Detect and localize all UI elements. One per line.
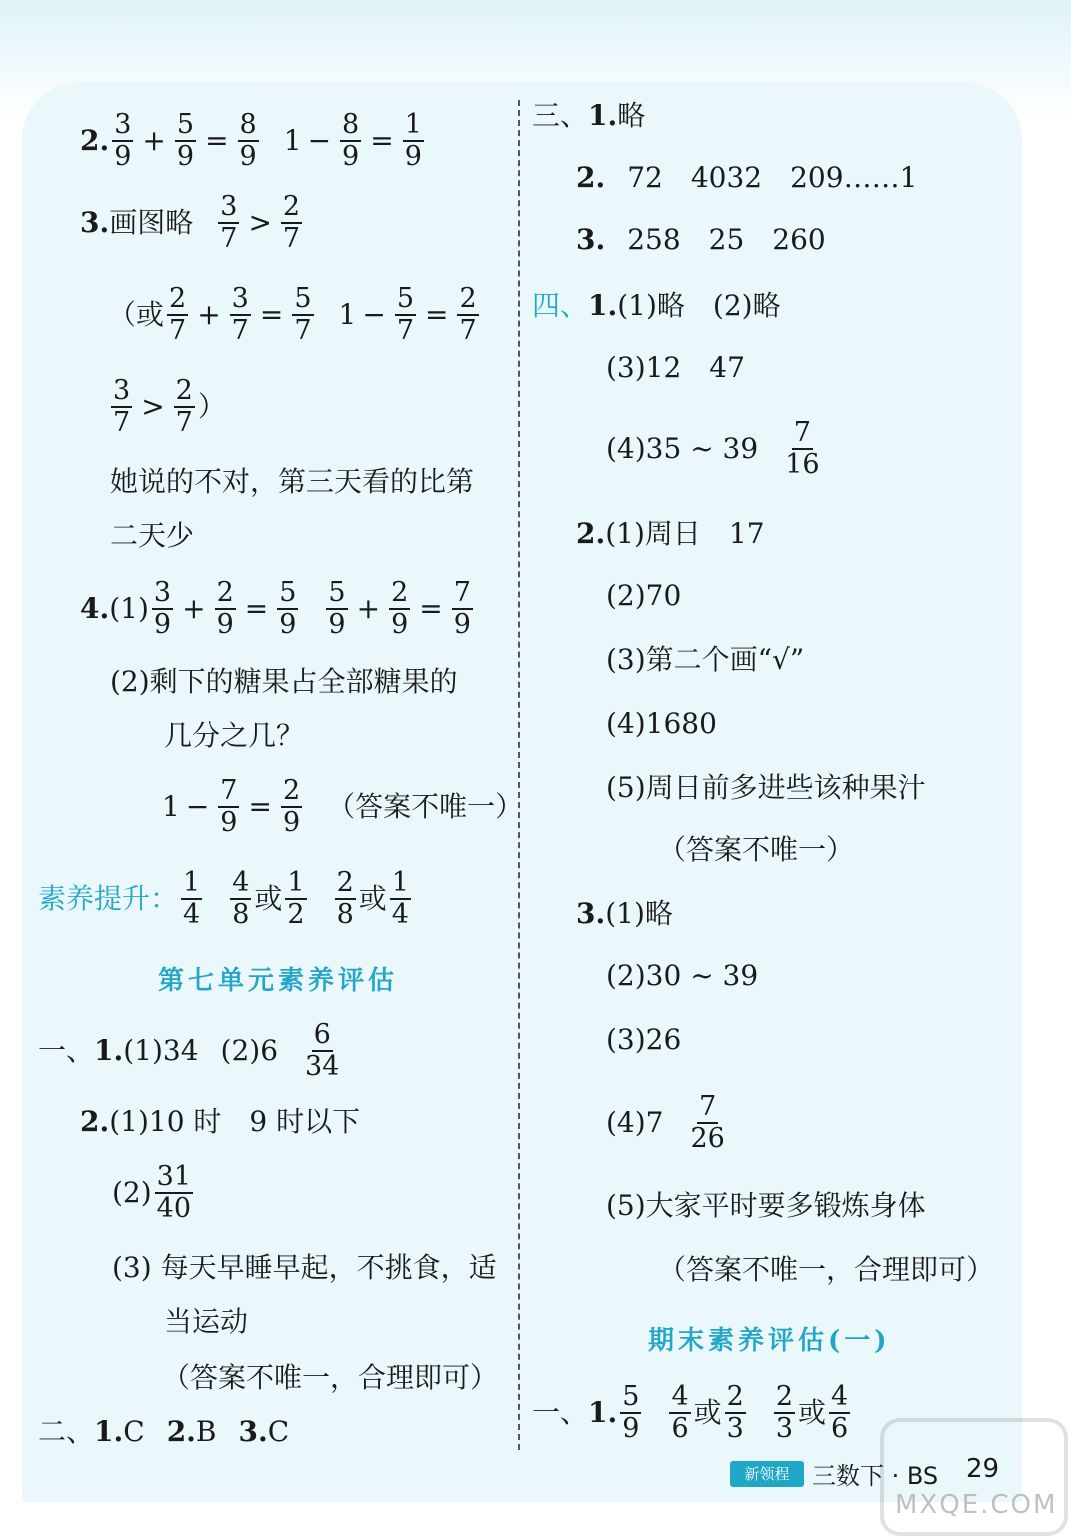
page-number: 29 <box>966 1454 1000 1484</box>
numerator: 6 <box>313 1019 331 1050</box>
fraction <box>175 110 196 172</box>
section-label: 素养提升： <box>38 882 179 915</box>
answer-3 <box>80 192 305 254</box>
answer-text: C <box>123 1415 145 1448</box>
fraction <box>390 868 411 930</box>
answer-text: (1)周日 17 <box>605 517 765 550</box>
answer-2 <box>80 110 427 172</box>
fraction <box>230 284 251 346</box>
numerator: 3 <box>114 109 132 140</box>
unit7-part2 <box>38 1412 289 1452</box>
unit7-1-2b <box>112 1162 196 1224</box>
numerator: 5 <box>176 109 195 140</box>
denominator: 6 <box>831 1413 849 1444</box>
connector: 或 <box>358 882 387 915</box>
fraction <box>829 1382 850 1444</box>
numerator: 5 <box>622 1381 640 1412</box>
denominator: 9 <box>342 141 360 172</box>
numerator: 1 <box>287 867 305 898</box>
numerator: 31 <box>156 1161 192 1192</box>
denominator: 4 <box>183 899 201 930</box>
denominator: 3 <box>726 1413 744 1444</box>
part3-1 <box>532 96 645 136</box>
denominator: 9 <box>220 807 238 838</box>
unit7-1-2 <box>80 1102 360 1142</box>
numerator: 3 <box>153 577 172 608</box>
fraction <box>218 192 239 254</box>
answer-text: (1)略 (2)略 <box>617 289 781 322</box>
fraction <box>238 110 259 172</box>
numerator: 3 <box>220 191 238 222</box>
question-number: 1. <box>94 1415 124 1448</box>
question-number: 2. <box>576 161 606 194</box>
denominator: 40 <box>156 1193 192 1224</box>
numerator: 7 <box>220 775 238 806</box>
fraction <box>457 284 478 346</box>
denominator: 9 <box>239 141 257 172</box>
part4-1 <box>532 286 781 326</box>
fraction <box>155 1162 193 1224</box>
answer-3-text-2: 二天少 <box>110 519 195 552</box>
denominator: 9 <box>282 807 301 838</box>
denominator: 7 <box>231 315 249 346</box>
denominator: 7 <box>282 223 301 254</box>
denominator: 9 <box>279 609 297 640</box>
denominator: 7 <box>396 315 414 346</box>
note: （答案不唯一） <box>327 790 524 823</box>
question-number: 4. <box>80 592 110 625</box>
answer-text: (4)7 <box>606 1106 664 1139</box>
part4-1-4 <box>606 418 825 480</box>
answer-4-2a: (2)剩下的糖果占全部糖果的 <box>110 665 458 698</box>
part4-1-3: (3)12 47 <box>606 351 745 384</box>
number: 1 <box>162 790 180 823</box>
answer-text: C <box>267 1415 290 1448</box>
numerator: 2 <box>282 191 301 222</box>
watermark-text: MXQE.COM <box>895 1490 1058 1520</box>
paren-close: ） <box>197 390 226 423</box>
operator: − <box>307 124 332 157</box>
fraction <box>167 284 188 346</box>
fraction <box>620 1382 641 1444</box>
book-title: 三数下 · BS <box>812 1462 939 1490</box>
answer-4-2b: 几分之几？ <box>164 719 305 752</box>
part4-2-2: (2)70 <box>606 579 682 612</box>
numerator: 1 <box>183 867 201 898</box>
denominator: 8 <box>232 899 250 930</box>
fraction <box>389 578 410 640</box>
numerator: 1 <box>391 867 409 898</box>
answer-4-2c <box>162 776 523 838</box>
numerator: 5 <box>294 283 312 314</box>
answer-text: (1)10 时 9 时以下 <box>109 1105 361 1138</box>
question-number: 2. <box>166 1415 196 1448</box>
part-prefix: 二、 <box>38 1415 95 1448</box>
question-number: 1. <box>94 1034 124 1067</box>
fraction <box>292 284 313 346</box>
fraction <box>281 776 302 838</box>
fraction <box>181 868 202 930</box>
operator: = <box>259 298 284 331</box>
denominator: 3 <box>775 1413 794 1444</box>
connector: 或 <box>798 1396 827 1429</box>
fraction <box>403 110 424 172</box>
answer-3-text-1: 她说的不对，第三天看的比第 <box>110 465 475 498</box>
sub-label: (2) <box>112 1176 152 1209</box>
suyang-tisheng <box>38 868 414 930</box>
numerator: 2 <box>391 577 409 608</box>
question-number: 2. <box>80 1105 110 1138</box>
part4-2 <box>576 514 765 554</box>
fraction <box>152 578 173 640</box>
answer-text: (4)35 ~ 39 <box>606 432 759 465</box>
paren-open: （或 <box>108 298 165 331</box>
part-prefix: 一、 <box>532 1396 589 1429</box>
operator: − <box>185 790 210 823</box>
fraction <box>335 868 356 930</box>
question-number: 2. <box>80 124 110 157</box>
part4-3-3: (3)26 <box>606 1023 682 1056</box>
denominator: 9 <box>153 609 172 640</box>
numerator: 4 <box>232 867 250 898</box>
answer-text: (2)6 <box>220 1034 279 1067</box>
denominator: 7 <box>113 407 131 438</box>
question-number: 2. <box>576 517 606 550</box>
numerator: 2 <box>775 1381 794 1412</box>
answer-text: 258 25 260 <box>627 223 826 256</box>
denominator: 9 <box>328 609 346 640</box>
fraction <box>218 776 239 838</box>
fraction <box>783 418 821 480</box>
denominator: 7 <box>294 315 312 346</box>
fraction <box>688 1092 726 1154</box>
answer-text: 72 4032 209……1 <box>627 161 918 194</box>
fraction <box>774 1382 795 1444</box>
numerator: 7 <box>793 417 811 448</box>
part4-3-5: (5)大家平时要多锻炼身体 <box>606 1189 926 1222</box>
denominator: 7 <box>220 223 238 254</box>
part4-3-2: (2)30 ~ 39 <box>606 959 759 992</box>
section-title-final: 期末素养评估(一) <box>648 1326 891 1356</box>
fraction <box>215 578 236 640</box>
fraction <box>725 1382 746 1444</box>
fraction <box>174 376 195 438</box>
numerator: 2 <box>336 867 354 898</box>
denominator: 9 <box>216 609 234 640</box>
denominator: 16 <box>785 449 820 480</box>
numerator: 2 <box>459 283 477 314</box>
numerator: 5 <box>328 577 346 608</box>
denominator: 7 <box>169 315 187 346</box>
part4-3 <box>576 894 673 934</box>
answer-text: B <box>195 1415 217 1448</box>
fraction <box>112 110 133 172</box>
fraction <box>281 192 302 254</box>
part4-2-4: (4)1680 <box>606 707 717 740</box>
operator: = <box>248 790 272 823</box>
denominator: 7 <box>175 407 193 438</box>
operator: = <box>244 592 269 625</box>
denominator: 4 <box>391 899 409 930</box>
unit7-1-3a: (3) 每天早睡早起，不挑食，适 <box>112 1251 497 1284</box>
question-number: 3. <box>576 223 606 256</box>
answer-text: (1)略 <box>605 897 673 930</box>
answer-4 <box>80 578 476 640</box>
numerator: 2 <box>282 775 301 806</box>
numerator: 2 <box>175 375 193 406</box>
denominator: 34 <box>305 1051 340 1082</box>
denominator: 9 <box>391 609 409 640</box>
unit7-1-1 <box>38 1020 344 1082</box>
operator: = <box>425 298 449 331</box>
operator: + <box>356 592 381 625</box>
question-number: 1. <box>588 99 618 132</box>
fraction <box>111 376 132 438</box>
denominator: 26 <box>690 1123 725 1154</box>
unit7-1-3c: （答案不唯一，合理即可） <box>162 1361 499 1394</box>
answer-text: (1)34 <box>123 1034 199 1067</box>
connector: 或 <box>693 1396 722 1429</box>
answer-3-alt2 <box>108 376 226 438</box>
numerator: 2 <box>216 577 234 608</box>
numerator: 4 <box>831 1381 849 1412</box>
answer-3-alt <box>108 284 482 346</box>
final-1-1 <box>532 1382 853 1444</box>
brand-badge: 新领程 <box>730 1461 804 1487</box>
fraction <box>452 578 473 640</box>
question-number: 3. <box>80 206 110 239</box>
number: 1 <box>338 298 357 331</box>
question-number: 1. <box>588 289 618 322</box>
fraction <box>277 578 298 640</box>
numerator: 3 <box>231 283 249 314</box>
numerator: 2 <box>169 283 187 314</box>
operator: − <box>362 298 386 331</box>
fraction <box>669 1382 690 1444</box>
operator: + <box>142 124 166 157</box>
part4-2-3: (3)第二个画“√” <box>606 643 805 676</box>
denominator: 9 <box>622 1413 640 1444</box>
fraction <box>285 868 306 930</box>
fraction <box>303 1020 341 1082</box>
numerator: 2 <box>726 1381 744 1412</box>
part4-2-5: (5)周日前多进些该种果汁 <box>606 771 926 804</box>
sub-label: (1) <box>109 592 149 625</box>
denominator: 7 <box>459 315 477 346</box>
unit7-1-3b: 当运动 <box>164 1305 249 1338</box>
section-title-unit7: 第七单元素养评估 <box>158 966 399 996</box>
numerator: 4 <box>671 1381 689 1412</box>
answer-text: 略 <box>617 99 646 132</box>
part4-3-4 <box>606 1092 730 1154</box>
part4-3-5b: （答案不唯一，合理即可） <box>658 1253 995 1286</box>
fraction <box>340 110 361 172</box>
numerator: 1 <box>404 109 422 140</box>
numerator: 8 <box>342 109 360 140</box>
part-prefix: 四、 <box>532 289 589 322</box>
number: 1 <box>283 124 302 157</box>
fraction <box>230 868 251 930</box>
operator: + <box>182 592 206 625</box>
column-divider <box>518 100 520 1450</box>
denominator: 9 <box>114 141 132 172</box>
numerator: 7 <box>699 1091 717 1122</box>
answer-text: 画图略 <box>109 206 194 239</box>
denominator: 6 <box>671 1413 689 1444</box>
numerator: 5 <box>279 577 297 608</box>
part-prefix: 三、 <box>532 99 589 132</box>
question-number: 3. <box>576 897 606 930</box>
part3-2 <box>576 158 917 198</box>
operator: = <box>419 592 443 625</box>
numerator: 3 <box>113 375 131 406</box>
operator: > <box>141 390 165 423</box>
part4-2-5b: （答案不唯一） <box>658 833 855 866</box>
question-number: 1. <box>588 1396 618 1429</box>
fraction <box>395 284 416 346</box>
numerator: 7 <box>453 577 471 608</box>
denominator: 9 <box>176 141 195 172</box>
connector: 或 <box>254 882 283 915</box>
fraction <box>326 578 347 640</box>
operator: = <box>205 124 229 157</box>
part-prefix: 一、 <box>38 1034 95 1067</box>
denominator: 2 <box>287 899 305 930</box>
operator: = <box>370 124 394 157</box>
denominator: 8 <box>336 899 354 930</box>
question-number: 3. <box>238 1415 268 1448</box>
numerator: 8 <box>239 109 257 140</box>
part3-3 <box>576 220 826 260</box>
numerator: 5 <box>396 283 414 314</box>
operator: > <box>248 206 272 239</box>
denominator: 9 <box>404 141 422 172</box>
operator: + <box>197 298 221 331</box>
denominator: 9 <box>453 609 471 640</box>
